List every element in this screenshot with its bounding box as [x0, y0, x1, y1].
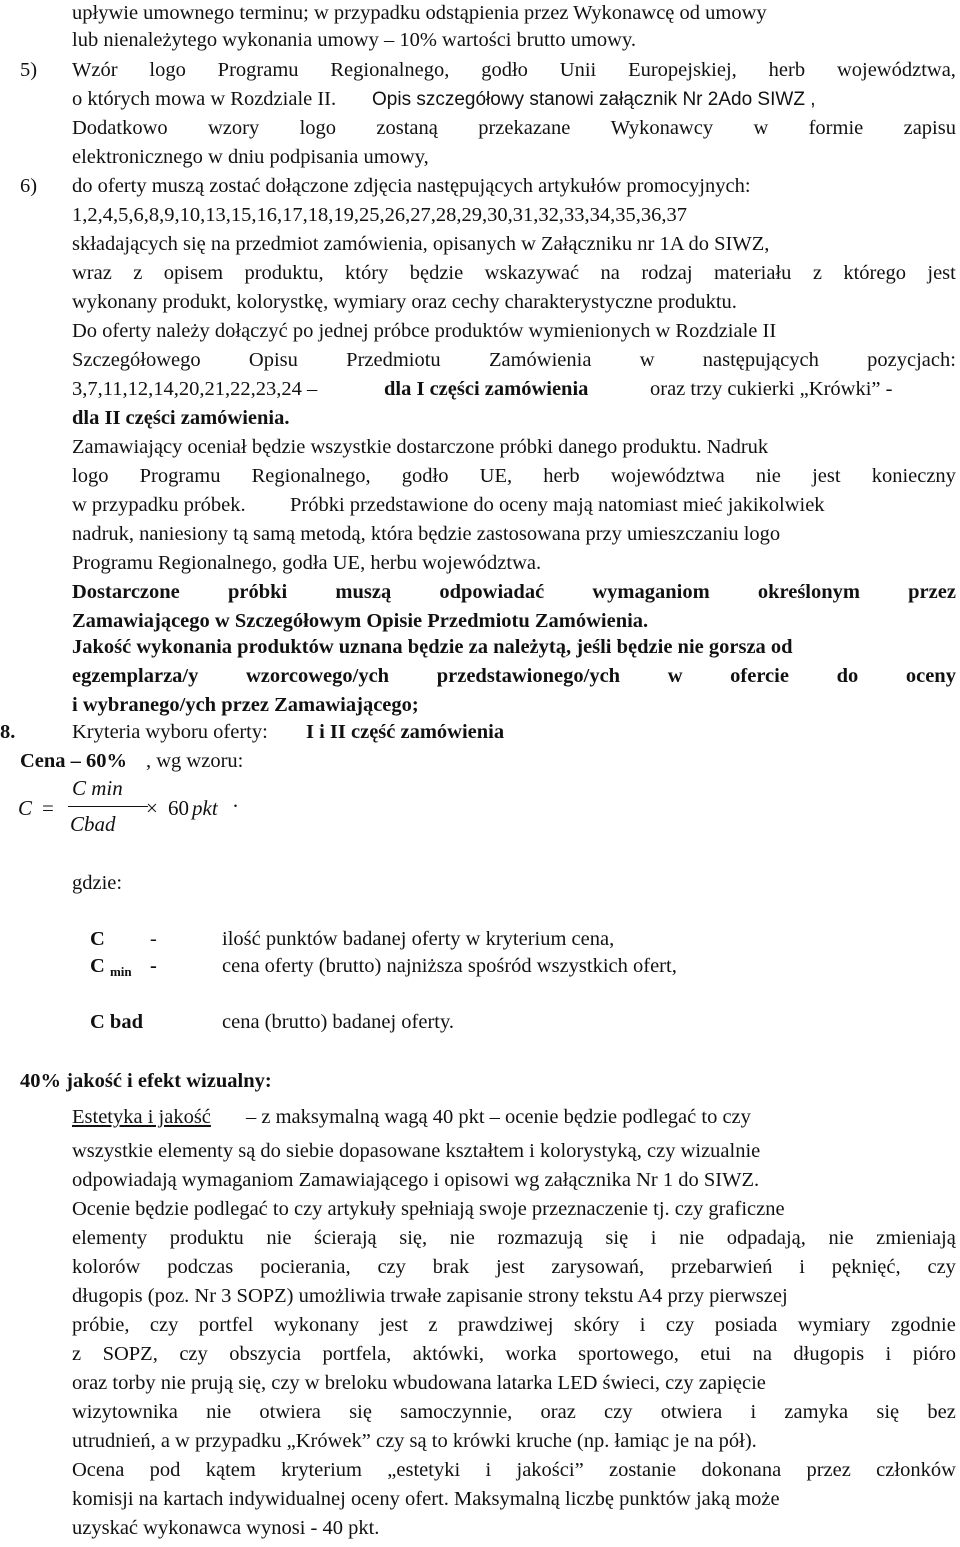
- text-line: i wybranego/ych przez Zamawiającego;: [72, 694, 419, 716]
- text-line: gdzie:: [72, 872, 123, 894]
- list-number: 6): [20, 175, 38, 197]
- text-line: Programu Regionalnego, godła UE, herbu województwa.: [72, 552, 542, 574]
- text-line: 1,2,4,5,6,8,9,10,13,15,16,17,18,19,25,26,27,28,29,30,31,32,33,34,35,36,37: [72, 204, 687, 226]
- text-line: oraz trzy cukierki „Krówki” -: [650, 378, 893, 400]
- formula-dot: ·: [232, 794, 239, 818]
- text-line: dla II części zamówienia.: [72, 407, 290, 429]
- text-line: Estetyka i jakość: [72, 1106, 211, 1128]
- text-line: komisji na kartach indywidualnej oceny ofert. Maksymalną liczbę punktów jaką może: [72, 1488, 780, 1510]
- text-line: I i II część zamówienia: [306, 721, 505, 743]
- text-line: wykonany produkt, kolorystkę, wymiary oraz cechy charakterystyczne produktu.: [72, 291, 737, 313]
- text-line: logo Programu Regionalnego, godło UE, herb województwa nie jest konieczny: [72, 465, 956, 487]
- text-line: Próbki przedstawione do oceny mają natomiast mieć jakikolwiek: [290, 494, 825, 516]
- section-number: 8.: [0, 721, 16, 743]
- text-line: kolorów podczas pocierania, czy brak jest zarysowań, przebarwień i pęknięć, czy: [72, 1256, 956, 1278]
- text-line: upływie umownego terminu; w przypadku odstąpienia przez Wykonawcę od umowy: [72, 2, 767, 24]
- text-line: Opis szczegółowy stanowi załącznik Nr 2Ado SIWZ ,: [372, 89, 816, 110]
- text-line: Szczegółowego Opisu Przedmiotu Zamówienia w następujących pozycjach:: [72, 349, 956, 371]
- formula-unit: pkt: [192, 796, 218, 820]
- text-line: Jakość wykonania produktów uznana będzie za należytą, jeśli będzie nie gorsza od: [72, 636, 793, 658]
- text-line: z SOPZ, czy obszycia portfela, aktówki, worka sportowego, etui na długopis i pióro: [72, 1343, 956, 1365]
- text-line: dla I części zamówienia: [384, 378, 589, 400]
- text-line: Do oferty należy dołączyć po jednej próbce produktów wymienionych w Rozdziale II: [72, 320, 777, 342]
- text-line: 3,7,11,12,14,20,21,22,23,24 –: [72, 378, 318, 400]
- text-line: wraz z opisem produktu, który będzie wskazywać na rodzaj materiału z którego jest: [72, 262, 956, 284]
- list-number: 5): [20, 59, 38, 81]
- text-line: Cena – 60%: [20, 750, 128, 772]
- text-line: składających się na przedmiot zamówienia, opisanych w Załączniku nr 1A do SIWZ,: [72, 233, 770, 255]
- legend-symbol: [90, 953, 132, 981]
- text-line: uzyskać wykonawca wynosi - 40 pkt.: [72, 1517, 380, 1539]
- legend-desc: cena (brutto) badanej oferty.: [222, 1011, 455, 1033]
- text-line: Zamawiający oceniał będzie wszystkie dostarczone próbki danego produktu. Nadruk: [72, 436, 769, 458]
- text-line: Dostarczone próbki muszą odpowiadać wymaganiom określonym przez: [72, 581, 956, 603]
- formula-equals: =: [42, 796, 54, 820]
- text-line: wszystkie elementy są do siebie dopasowane kształtem i kolorystyką, czy wizualnie: [72, 1140, 761, 1162]
- text-line: Wzór logo Programu Regionalnego, godło Unii Europejskiej, herb województwa,: [72, 59, 956, 81]
- section-heading: 40% jakość i efekt wizualny:: [20, 1070, 272, 1092]
- text-line: Ocena pod kątem kryterium „estetyki i jakości” zostanie dokonana przez członków: [72, 1459, 956, 1481]
- formula-lhs: C: [18, 796, 33, 820]
- text-line: odpowiadają wymaganiom Zamawiającego i opisowi wg załącznika Nr 1 do SIWZ.: [72, 1169, 760, 1191]
- text-line: – z maksymalną wagą 40 pkt – ocenie będzie podlegać to czy: [246, 1106, 751, 1128]
- legend-symbol-sub: min: [109, 964, 132, 979]
- formula-coefficient: 60: [168, 796, 189, 820]
- legend-desc: cena oferty (brutto) najniższa spośród wszystkich ofert,: [222, 955, 677, 977]
- formula-times: ×: [146, 796, 158, 820]
- text-line: Ocenie będzie podlegać to czy artykuły spełniają swoje przeznaczenie tj. czy graficzne: [72, 1198, 785, 1220]
- text-line: , wg wzoru:: [146, 750, 244, 772]
- text-line: Kryteria wyboru oferty:: [72, 721, 268, 743]
- text-line: nadruk, naniesiony tą samą metodą, która będzie zastosowana przy umieszczaniu logo: [72, 523, 781, 545]
- text-line: lub nienależytego wykonania umowy – 10% wartości brutto umowy.: [72, 29, 637, 51]
- legend-symbol-main: C: [90, 955, 105, 977]
- text-line: elementy produktu nie ścierają się, nie rozmazują się i nie odpadają, nie zmieniają: [72, 1227, 956, 1249]
- fraction-bar: [68, 806, 148, 807]
- text-line: Dodatkowo wzory logo zostaną przekazane Wykonawcy w formie zapisu: [72, 117, 956, 139]
- formula-denominator: Cbad: [70, 812, 116, 836]
- text-line: elektronicznego w dniu podpisania umowy,: [72, 146, 429, 168]
- text-line: o których mowa w Rozdziale II.: [72, 88, 337, 110]
- text-line: w przypadku próbek.: [72, 494, 246, 516]
- legend-dash: -: [150, 928, 157, 950]
- price-formula: [18, 776, 278, 846]
- text-line: próbie, czy portfel wykonany jest z prawdziwej skóry i czy posiada wymiary zgodnie: [72, 1314, 956, 1336]
- legend-symbol: C: [90, 928, 105, 950]
- text-line: egzemplarza/y wzorcowego/ych przedstawionego/ych w ofercie do oceny: [72, 665, 956, 687]
- text-line: Zamawiającego w Szczegółowym Opisie Przedmiotu Zamówienia.: [72, 610, 649, 632]
- legend-dash: -: [150, 955, 157, 977]
- text-line: długopis (poz. Nr 3 SOPZ) umożliwia trwałe zapisanie strony tekstu A4 przy pierwszej: [72, 1285, 788, 1307]
- text-line: oraz torby nie prują się, czy w breloku wbudowana latarka LED świeci, czy zapięcie: [72, 1372, 766, 1394]
- formula-numerator: C min: [72, 776, 123, 800]
- legend-desc: ilość punktów badanej oferty w kryterium cena,: [222, 928, 615, 950]
- text-line: wizytownika nie otwiera się samoczynnie, oraz czy otwiera i zamyka się bez: [72, 1401, 956, 1423]
- text-line: utrudnień, a w przypadku „Krówek” czy są to krówki kruche (np. łamiąc je na pół).: [72, 1430, 757, 1452]
- text-line: do oferty muszą zostać dołączone zdjęcia następujących artykułów promocyjnych:: [72, 175, 751, 197]
- legend-symbol: C bad: [90, 1011, 143, 1033]
